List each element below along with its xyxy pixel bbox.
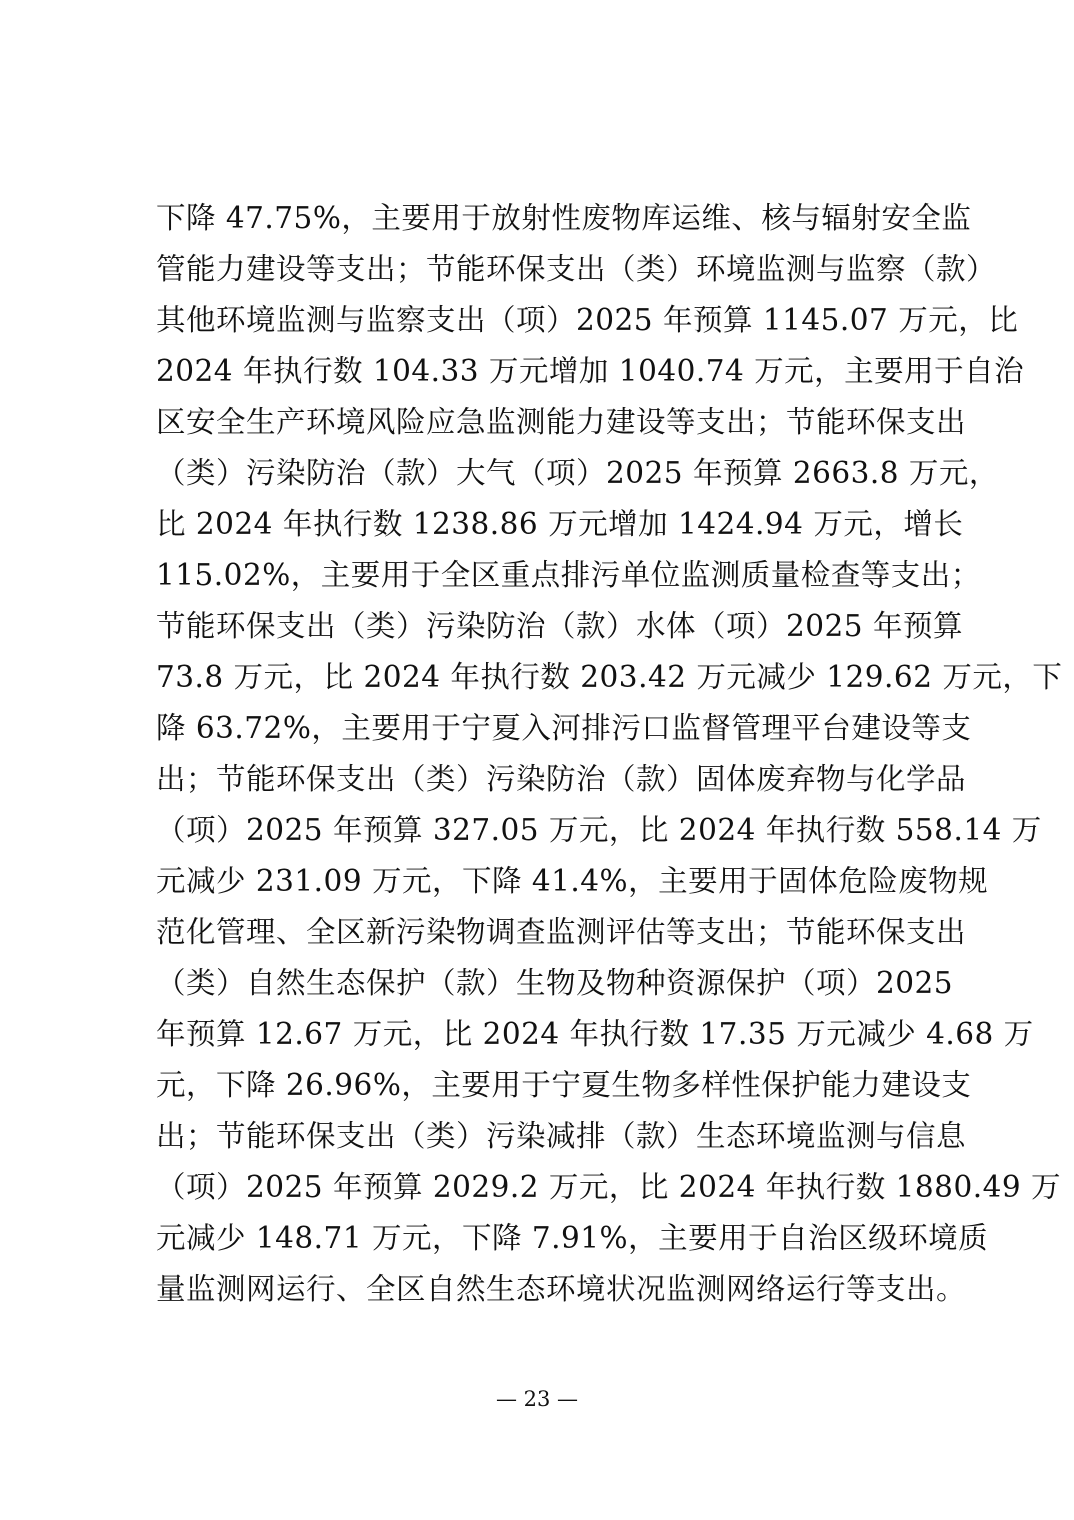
paragraph-line: 范化管理、全区新污染物调查监测评估等支出；节能环保支出 (156, 915, 967, 949)
page-number: — 23 — (495, 1387, 579, 1411)
paragraph-line: 下降 47.75%，主要用于放射性废物库运维、核与辐射安全监 (156, 201, 972, 235)
paragraph-line: 115.02%，主要用于全区重点排污单位监测质量检查等支出； (156, 558, 981, 592)
paragraph-line: 其他环境监测与监察支出（项）2025 年预算 1145.07 万元，比 (156, 303, 1019, 337)
paragraph-line: 比 2024 年执行数 1238.86 万元增加 1424.94 万元，增长 (156, 507, 964, 541)
paragraph-line: 元，下降 26.96%，主要用于宁夏生物多样性保护能力建设支 (156, 1068, 972, 1102)
paragraph-line: 元减少 148.71 万元，下降 7.91%，主要用于自治区级环境质 (156, 1221, 989, 1255)
paragraph-line: （项）2025 年预算 2029.2 万元，比 2024 年执行数 1880.49 万 (156, 1170, 1062, 1204)
paragraph-line: 元减少 231.09 万元，下降 41.4%，主要用于固体危险废物规 (156, 864, 989, 898)
paragraph-line: 区安全生产环境风险应急监测能力建设等支出；节能环保支出 (156, 405, 967, 439)
paragraph-line: 2024 年执行数 104.33 万元增加 1040.74 万元，主要用于自治 (156, 354, 1025, 388)
paragraph-line: 节能环保支出（类）污染防治（款）水体（项）2025 年预算 (156, 609, 963, 643)
paragraph-line: 年预算 12.67 万元，比 2024 年执行数 17.35 万元减少 4.68 万 (156, 1017, 1034, 1051)
paragraph-line: 出；节能环保支出（类）污染防治（款）固体废弃物与化学品 (156, 762, 967, 796)
paragraph-line: （类）自然生态保护（款）生物及物种资源保护（项）2025 (156, 966, 954, 1000)
paragraph-line: （类）污染防治（款）大气（项）2025 年预算 2663.8 万元， (156, 456, 999, 490)
paragraph-line: 量监测网运行、全区自然生态环境状况监测网络运行等支出。 (156, 1272, 967, 1306)
paragraph-line: 管能力建设等支出；节能环保支出（类）环境监测与监察（款） (156, 252, 997, 286)
paragraph-line: 73.8 万元，比 2024 年执行数 203.42 万元减少 129.62 万元，下 (156, 660, 1063, 694)
paragraph-line: （项）2025 年预算 327.05 万元，比 2024 年执行数 558.14 万 (156, 813, 1042, 847)
body-paragraph (156, 193, 1063, 1315)
paragraph-line: 出；节能环保支出（类）污染减排（款）生态环境监测与信息 (156, 1119, 967, 1153)
paragraph-line: 降 63.72%，主要用于宁夏入河排污口监督管理平台建设等支 (156, 711, 972, 745)
